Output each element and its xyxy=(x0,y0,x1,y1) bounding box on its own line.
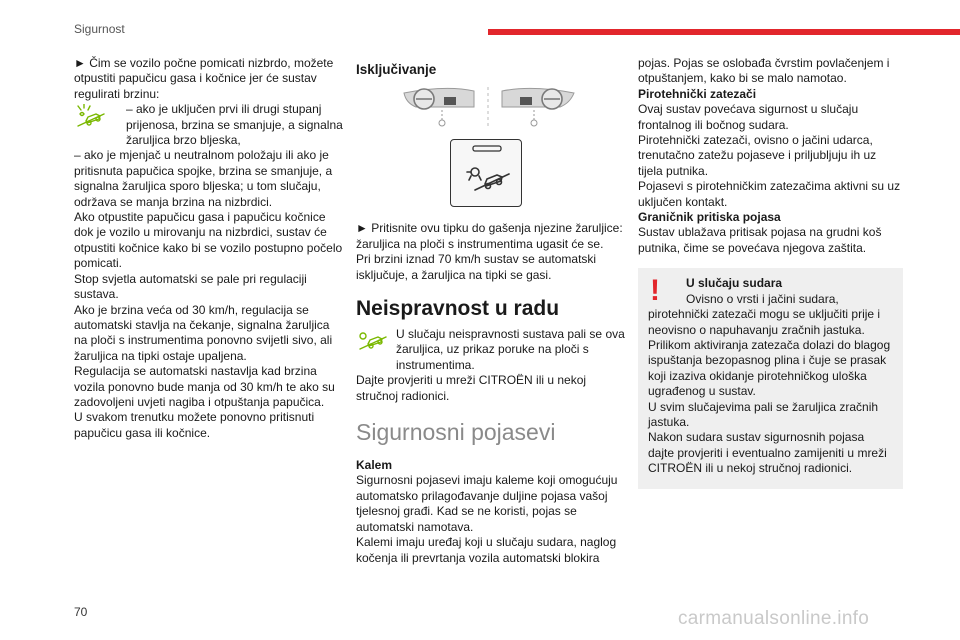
hill-descent-lamp-icon xyxy=(356,327,390,353)
subheading: Kalem xyxy=(356,458,393,473)
paragraph: Ovisno o vrsti i jačini sudara, pirotehnički zatezači mogu se uključiti prije i neovisno o napuhavanju zračnih jastuka. Prilikom aktiviranja zatezača dolazi do blagog ispuštanja bezopasnog plina i čuje se prasak koji izaziva okidanje pirotehničkog uloška ugrađenog u sustav. xyxy=(648,291,891,399)
watermark: carmanualsonline.info xyxy=(678,608,870,629)
paragraph: Sigurnosni pojasevi imaju kaleme koji omogućuju automatsko prilagođavanje duljine pojasa vašoj tjelesnoj građi. Kad se ne koristi, pojas se automatski namotava. xyxy=(356,473,618,534)
paragraph: Stop svjetla automatski se pale pri regulaciji sustava. xyxy=(74,271,307,302)
paragraph: U slučaju neispravnosti sustava pali se ova žaruljica, uz prikaz poruke na ploči s instrumentima. xyxy=(396,327,625,372)
dashboard-figure xyxy=(356,83,626,133)
fault-lamp-paragraph xyxy=(356,327,626,373)
heading-fault: Neispravnost u radu xyxy=(356,297,560,321)
subheading: Pirotehnički zatezači xyxy=(638,86,757,101)
paragraph: pojas. Pojas se oslobađa čvrstim povlačenjem i otpuštanjem, kako bi se malo namotao. xyxy=(638,56,890,86)
paragraph: Sustav ublažava pritisak pojasa na grudni koš putnika, čime se povećava njegova zaštita. xyxy=(638,225,882,255)
paragraph: Pri brzini iznad 70 km/h sustav se automatski isključuje, a žaruljica na tipki se gasi. xyxy=(356,252,597,282)
paragraph: Dajte provjeriti u mreži CITROËN ili u nekoj stručnoj radionici. xyxy=(356,373,587,403)
page-number: 70 xyxy=(74,605,88,619)
warning-box xyxy=(638,268,903,488)
header-accent-bar xyxy=(488,29,960,35)
subheading: Graničnik pritiska pojasa xyxy=(638,210,781,225)
paragraph: Ako je brzina veća od 30 km/h, regulacija se automatski stavlja na čekanje, signalna žaruljica na ploči s instrumentima ponovno svijetli sivo, ali žaruljica na tipki ostaje upaljena. xyxy=(74,302,333,363)
paragraph: Regulacija se automatski nastavlja kad brzina vozila ponovno bude manja od 30 km/h te ako su zadovoljeni uvjeti nagiba i otpuštanja papučica. xyxy=(74,364,335,409)
section-title: Sigurnost xyxy=(74,22,125,36)
paragraph: U svim slučajevima pali se žaruljica zračnih jastuka. xyxy=(648,399,879,429)
warning-title: U slučaju sudara xyxy=(686,276,783,291)
column-1 xyxy=(74,56,344,441)
column-3 xyxy=(638,56,903,489)
hill-descent-button[interactable] xyxy=(450,139,522,207)
hill-descent-button-icon xyxy=(451,140,523,208)
paragraph: U svakom trenutku možete ponovno pritisnuti papučicu gasa ili kočnice. xyxy=(74,410,315,440)
paragraph: Ako otpustite papučicu gasa i papučicu kočnice dok je vozilo u mirovanju na nizbrdici, sustav će otpustiti kočnice kako bi se vozilo postupno počelo pomicati. xyxy=(74,210,343,271)
paragraph: ► Pritisnite ovu tipku do gašenja njezine žaruljice: žaruljica na ploči s instrumentima ugasit će se. xyxy=(356,221,623,251)
paragraph: Pirotehnički zatezači, ovisno o jačini udarca, trenutačno zatežu pojaseve i priljubljuju ih uz tijela putnika. xyxy=(638,133,877,178)
paragraph: – ako je mjenjač u neutralnom položaju ili ako je pritisnuta papučica spojke, brzina se smanjuje, a signalna žaruljica sporo bljeska; u tom slučaju, održava se manja brzina na nizbrdici. xyxy=(74,148,333,209)
paragraph: – ako je uključen prvi ili drugi stupanj prijenosa, brzina se smanjuje, a signalna žaruljica brzo bljeska, xyxy=(126,102,343,148)
paragraph: Nakon sudara sustav sigurnosnih pojasa dajte provjeriti i eventualno zamijeniti u mreži CITROËN ili u nekoj stručnoj radionici. xyxy=(648,430,887,476)
heading-seat-belts: Sigurnosni pojasevi xyxy=(356,419,556,446)
column-2 xyxy=(356,56,626,566)
lamp-paragraph xyxy=(74,102,344,148)
section-heading: Isključivanje xyxy=(356,62,437,77)
hill-descent-lamp-icon xyxy=(74,104,108,130)
paragraph: Pojasevi s pirotehničkim zatezačima aktivni su uz uključen kontakt. xyxy=(638,179,901,209)
warning-icon: ! xyxy=(650,274,660,308)
paragraph: Kalemi imaju uređaj koji u slučaju sudara, naglog kočenja ili prevrtanja vozila automatski blokira xyxy=(356,535,617,565)
paragraph: ► Čim se vozilo počne pomicati nizbrdo, možete otpustiti papučicu gasa i kočnice jer će sustav regulirati brzinu: xyxy=(74,56,334,101)
dashboard-icon xyxy=(356,83,626,133)
paragraph: Ovaj sustav povećava sigurnost u slučaju frontalnog ili bočnog sudara. xyxy=(638,102,859,132)
